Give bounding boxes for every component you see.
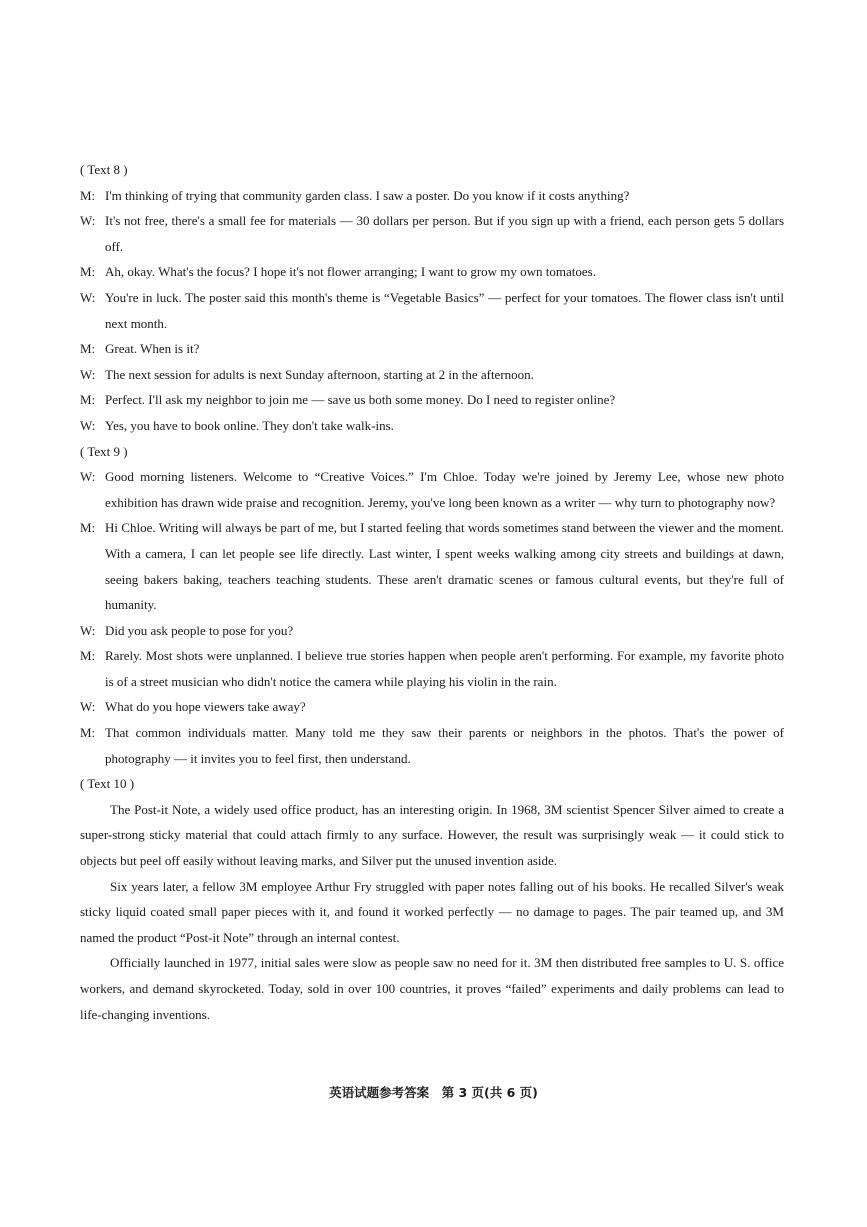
- page-footer: 英语试题参考答案 第 3 页(共 6 页): [329, 1085, 538, 1100]
- page-content: [80, 157, 784, 1027]
- speaker-label: W:: [80, 289, 96, 305]
- dialogue-line: [80, 387, 784, 413]
- dialogue-text: The next session for adults is next Sunday afternoon, starting at 2 in the afternoon.: [105, 366, 534, 382]
- text9-dialogue: [80, 464, 784, 771]
- dialogue-line: [80, 464, 784, 515]
- dialogue-line: [80, 259, 784, 285]
- dialogue-text: Great. When is it?: [105, 341, 200, 357]
- passage-paragraph: Officially launched in 1977, initial sales were slow as people saw no need for it. 3M then distributed free samples to U. S. office workers, and demand skyrocketed. Today, sold in over 100 countries, it proves “failed” experiments and daily problems can lead to life-changing inventions.: [80, 955, 784, 1022]
- dialogue-line: [80, 515, 784, 617]
- speaker-label: M:: [80, 341, 96, 357]
- dialogue-text: Hi Chloe. Writing will always be part of me, but I started feeling that words sometimes stand between the viewer and the moment. With a camera, I can let people see life directly. Last winter, I spent weeks walking among city streets and buildings at dawn, seeing bakers baking, teachers teaching students. These aren't dramatic scenes or famous cultural events, but they're full of humanity.: [105, 520, 784, 613]
- speaker-label: M:: [80, 264, 96, 280]
- dialogue-line: [80, 618, 784, 644]
- passage-paragraph: The Post-it Note, a widely used office product, has an interesting origin. In 1968, 3M scientist Spencer Silver aimed to create a super-strong sticky material that could attach firmly to any surface. However, the result was surprisingly weak — it could stick to objects but peel off easily without leaving marks, and Silver put the unused invention aside.: [80, 801, 784, 869]
- dialogue-text: Yes, you have to book online. They don't take walk-ins.: [105, 417, 394, 433]
- speaker-label: W:: [80, 699, 96, 715]
- text9-header: ( Text 9 ): [80, 443, 128, 459]
- speaker-label: M:: [80, 520, 96, 536]
- speaker-label: M:: [80, 648, 96, 664]
- dialogue-text: Rarely. Most shots were unplanned. I believe true stories happen when people aren't performing. For example, my favorite photo is of a street musician who didn't notice the camera while playing his violin in the rain.: [105, 648, 784, 689]
- dialogue-line: [80, 413, 784, 439]
- speaker-label: W:: [80, 417, 96, 433]
- dialogue-text: You're in luck. The poster said this month's theme is “Vegetable Basics” — perfect for your tomatoes. The flower class isn't until next month.: [105, 289, 784, 331]
- dialogue-text: I'm thinking of trying that community garden class. I saw a poster. Do you know if it costs anything?: [105, 187, 630, 203]
- text10-header: ( Text 10 ): [80, 776, 135, 792]
- text8-header: ( Text 8 ): [80, 162, 128, 177]
- speaker-label: W:: [80, 622, 96, 638]
- dialogue-line: [80, 336, 784, 362]
- speaker-label: M:: [80, 187, 96, 203]
- dialogue-line: [80, 720, 784, 771]
- dialogue-text: That common individuals matter. Many told me they saw their parents or neighbors in the photos. That's the power of photography — it invites you to feel first, then understand.: [105, 725, 784, 766]
- dialogue-text: Perfect. I'll ask my neighbor to join me — save us both some money. Do I need to register online?: [105, 392, 616, 408]
- dialogue-line: [80, 183, 784, 209]
- dialogue-line: [80, 643, 784, 694]
- dialogue-line: [80, 285, 784, 336]
- speaker-label: M:: [80, 725, 96, 741]
- dialogue-line: [80, 694, 784, 720]
- text8-dialogue: [80, 183, 784, 439]
- dialogue-line: [80, 362, 784, 388]
- speaker-label: W:: [80, 469, 96, 485]
- dialogue-text: Did you ask people to pose for you?: [105, 622, 294, 638]
- dialogue-text: It's not free, there's a small fee for materials — 30 dollars per person. But if you sign up with a friend, each person gets 5 dollars off.: [105, 213, 784, 254]
- text10-passage: [80, 797, 784, 1027]
- dialogue-line: [80, 208, 784, 259]
- speaker-label: M:: [80, 392, 96, 408]
- passage-paragraph: Six years later, a fellow 3M employee Arthur Fry struggled with paper notes falling out of his books. He recalled Silver's weak sticky liquid coated small paper pieces with it, and found it worked perfectly — no damage to pages. The pair teamed up, and 3M named the product “Post-it Note” through an internal contest.: [80, 878, 784, 945]
- dialogue-text: Good morning listeners. Welcome to “Creative Voices.” I'm Chloe. Today we're joined by Jeremy Lee, whose new photo exhibition has drawn wide praise and recognition. Jeremy, you've long been known as a writer — why turn to photography now?: [105, 469, 784, 510]
- speaker-label: W:: [80, 213, 96, 229]
- dialogue-text: Ah, okay. What's the focus? I hope it's not flower arranging; I want to grow my own tomatoes.: [105, 264, 596, 280]
- dialogue-text: What do you hope viewers take away?: [105, 699, 306, 715]
- speaker-label: W:: [80, 366, 96, 382]
